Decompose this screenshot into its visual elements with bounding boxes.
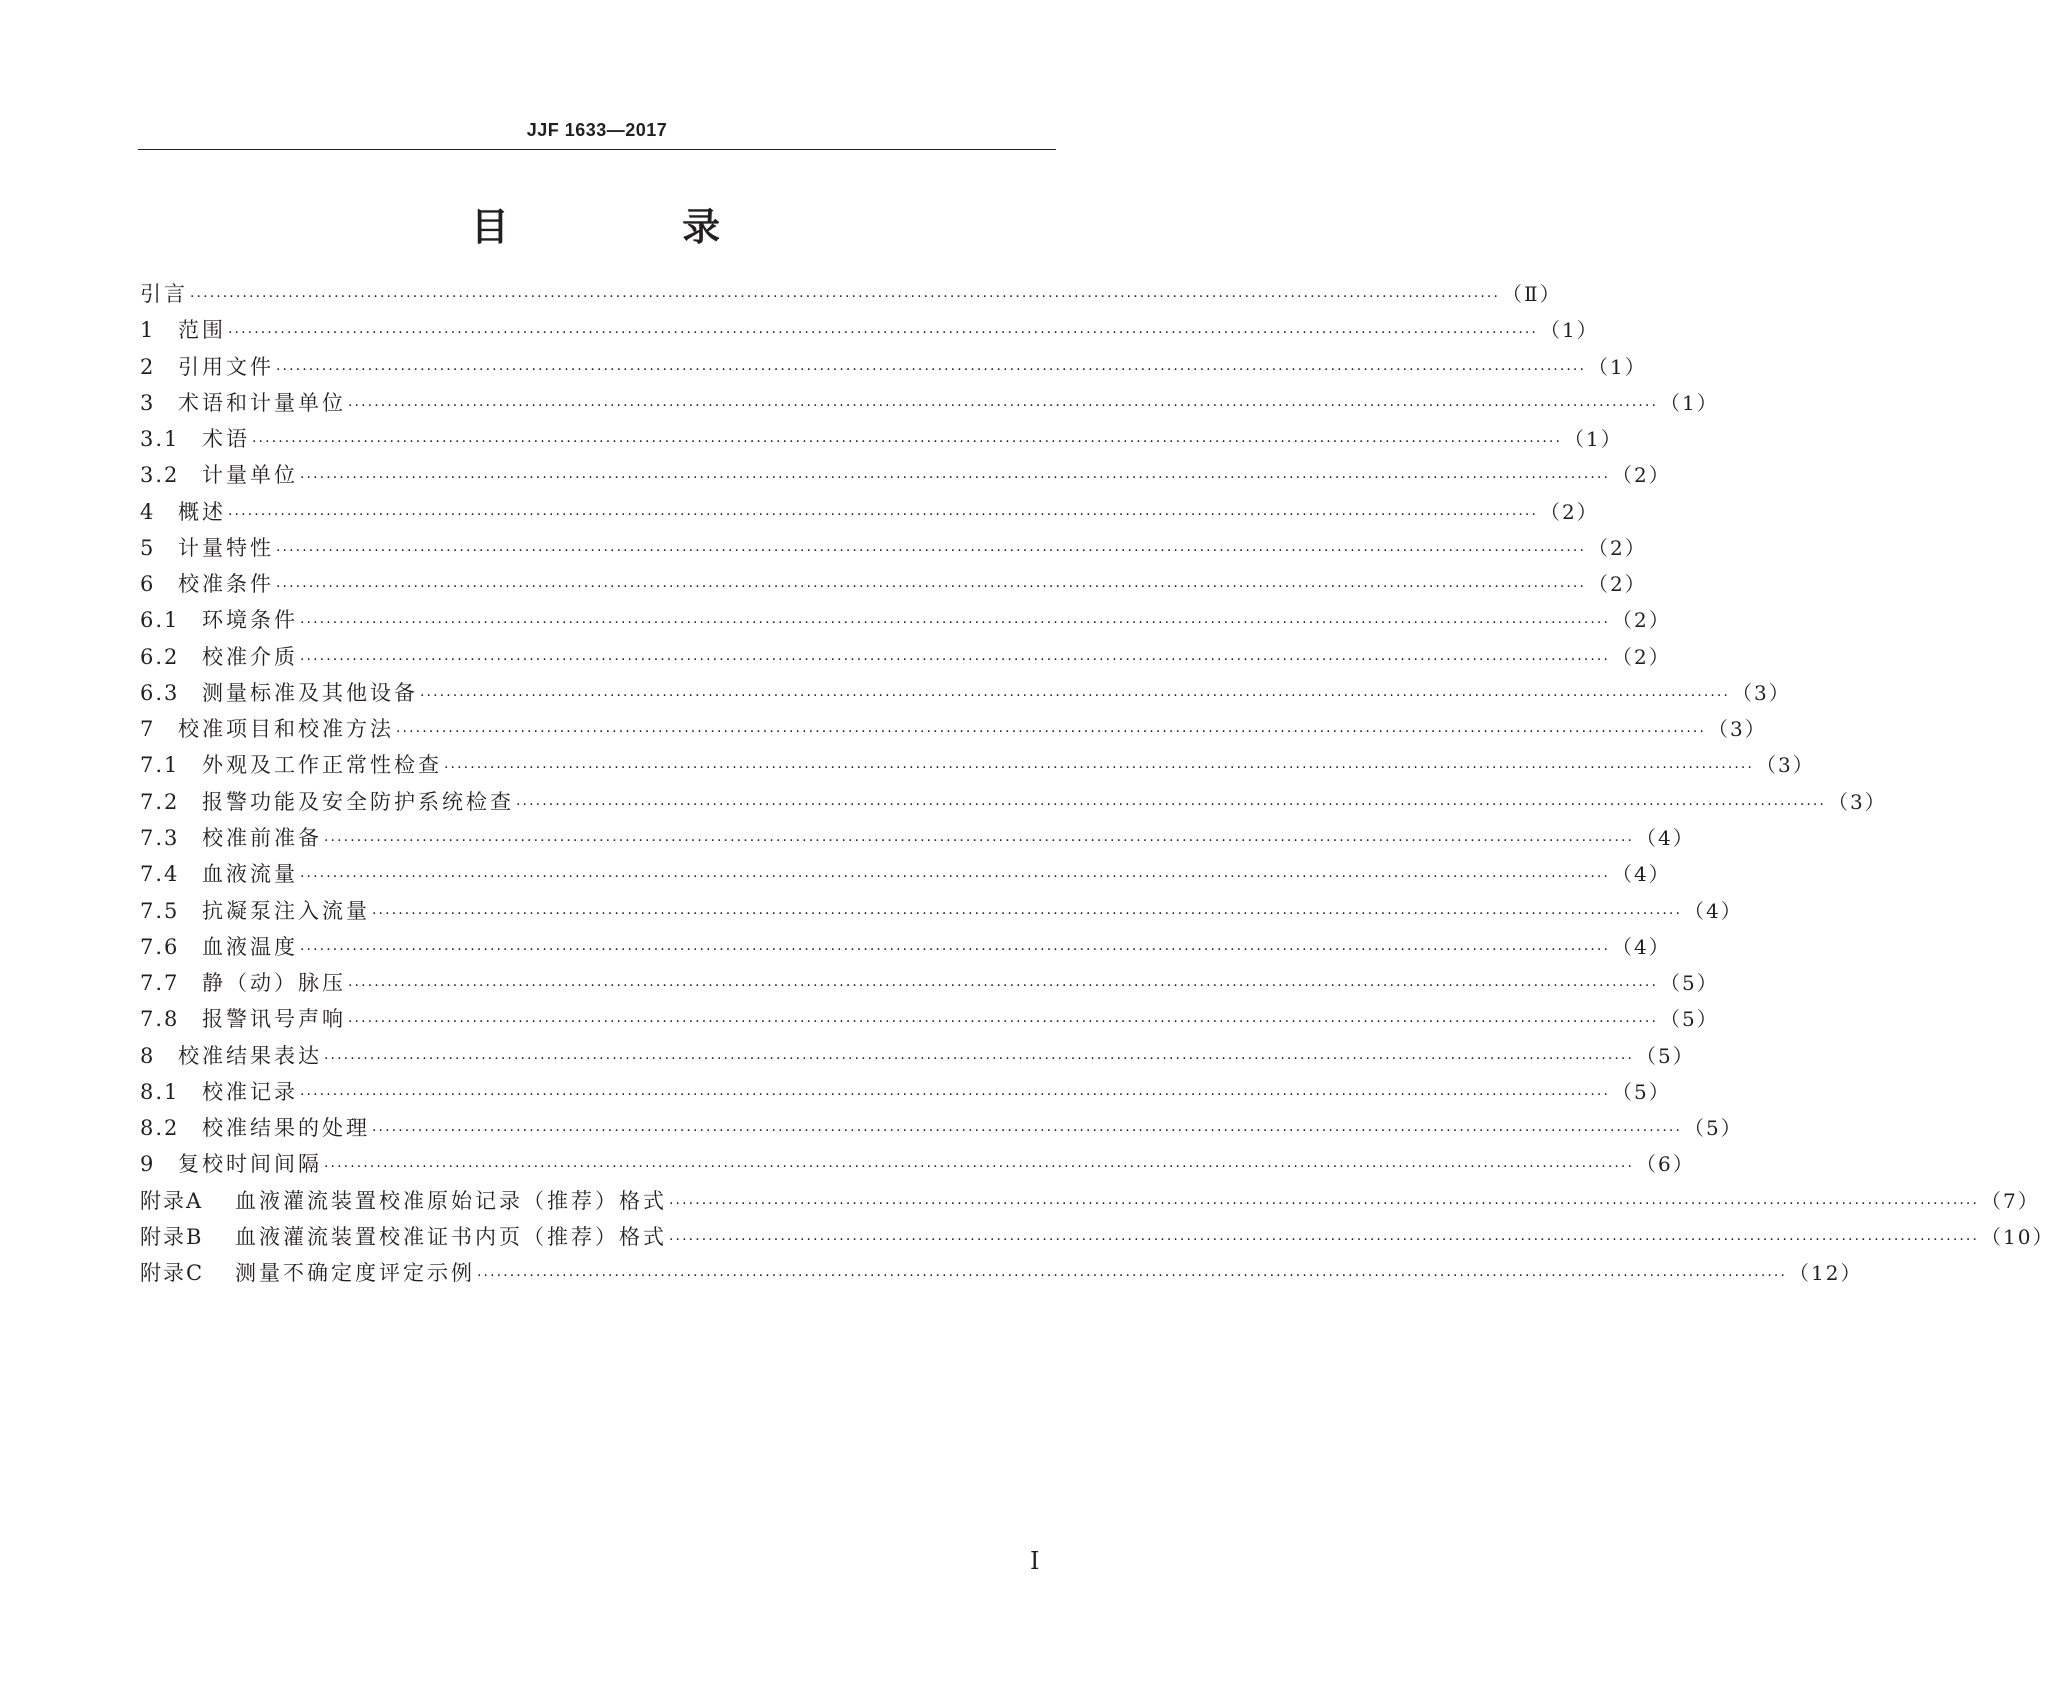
toc-entry-title: 校准条件: [178, 572, 274, 597]
toc-dot-leader: ········································································································································································································: [348, 1014, 1659, 1031]
toc-entry-page: （3）: [1732, 680, 1791, 705]
toc-entry-number: 7.4: [140, 862, 180, 887]
toc-entry-number: 附录B: [140, 1224, 204, 1249]
toc-entry: [140, 312, 1599, 348]
toc-entry-number: 7.8: [140, 1007, 180, 1032]
toc-dot-leader: ········································································································································································································: [669, 1195, 1980, 1212]
toc-dot-leader: ········································································································································································································: [228, 325, 1539, 342]
toc-entry-number: 8.2: [140, 1116, 180, 1141]
toc-entry-number: 7.1: [140, 753, 180, 778]
toc-entry-number: 8.1: [140, 1079, 180, 1104]
toc-entry-page: （2）: [1612, 608, 1671, 633]
toc-entry: [140, 494, 1599, 530]
toc-entry-title: 计量特性: [178, 535, 274, 560]
toc-entry-number: 4: [140, 499, 156, 524]
toc-entry-page: （6）: [1636, 1152, 1695, 1177]
toc-dot-leader: ········································································································································································································: [300, 615, 1611, 632]
running-header: JJF 1633—2017: [526, 120, 668, 140]
toc-entry-title: 复校时间间隔: [178, 1152, 322, 1177]
toc-entry-number: 5: [140, 535, 156, 560]
toc-entry-page: （3）: [1756, 753, 1815, 778]
toc-entry: [140, 1146, 1695, 1182]
toc-entry-number: 附录A: [140, 1188, 204, 1213]
toc-entry-title: 抗凝泵注入流量: [202, 898, 370, 923]
toc-entry-title: 引言: [140, 282, 188, 306]
toc-entry: [140, 820, 1695, 856]
toc-entry-title: 报警功能及安全防护系统检查: [202, 789, 514, 814]
toc-entry: [140, 929, 1671, 965]
toc-entry-page: （5）: [1684, 1116, 1743, 1141]
toc-dot-leader: ········································································································································································································: [252, 434, 1563, 451]
toc-entry-number: 7.6: [140, 934, 180, 959]
toc-entry-title: 计量单位: [202, 463, 298, 488]
toc-entry-title: 测量不确定度评定示例: [235, 1261, 475, 1286]
toc-entry-title: 血液流量: [202, 862, 298, 887]
toc-entry-page: （3）: [1828, 789, 1887, 814]
toc-entry: [140, 675, 1791, 711]
toc-entry-number: 7.2: [140, 789, 180, 814]
toc-entry-page: （2）: [1588, 572, 1647, 597]
toc-dot-leader: ········································································································································································································: [324, 1159, 1635, 1176]
toc-entry-title: 静（动）脉压: [202, 971, 346, 996]
toc-entry-page: （4）: [1636, 825, 1695, 850]
toc-dot-leader: ········································································································································································································: [477, 1268, 1788, 1285]
toc-entry-title: 校准结果表达: [178, 1043, 322, 1068]
toc-entry-title: 测量标准及其他设备: [202, 680, 418, 705]
toc-entry-title: 概述: [178, 499, 226, 524]
toc-dot-leader: ········································································································································································································: [324, 1050, 1635, 1067]
toc-entry-page: （1）: [1660, 390, 1719, 415]
toc-entry-page: （1）: [1564, 427, 1623, 452]
toc-entry: [140, 530, 1647, 566]
toc-entry-number: 7.5: [140, 898, 180, 923]
toc-entry: [140, 1001, 1719, 1037]
toc-dot-leader: ········································································································································································································: [228, 506, 1539, 523]
toc-entry-number: 6.3: [140, 680, 180, 705]
toc-entry-page: （1）: [1588, 354, 1647, 379]
toc-entry-number: 3.2: [140, 463, 180, 488]
toc-entry-page: （2）: [1540, 499, 1599, 524]
toc-entry: [140, 1038, 1695, 1074]
toc-entry: [140, 747, 1815, 783]
toc-dot-leader: ········································································································································································································: [300, 1086, 1611, 1103]
toc-entry-title: 术语和计量单位: [178, 390, 346, 415]
page-title: 目 录: [470, 205, 801, 249]
toc-dot-leader: ········································································································································································································: [324, 832, 1635, 849]
toc-dot-leader: ········································································································································································································: [396, 724, 1707, 741]
toc-entry: [140, 965, 1719, 1001]
toc-entry: [140, 421, 1623, 457]
toc-entry-title: 术语: [202, 427, 250, 452]
toc-entry-page: （4）: [1612, 934, 1671, 959]
toc-entry-page: （5）: [1660, 971, 1719, 996]
toc-entry-title: 血液灌流装置校准原始记录（推荐）格式: [235, 1188, 667, 1213]
toc-dot-leader: ········································································································································································································: [444, 760, 1755, 777]
toc-entry: [140, 1255, 1863, 1291]
toc-entry-number: 6.2: [140, 644, 180, 669]
toc-entry: [140, 602, 1671, 638]
toc-entry-title: 血液灌流装置校准证书内页（推荐）格式: [235, 1224, 667, 1249]
toc-entry-number: 7.3: [140, 825, 180, 850]
toc-entry-page: （3）: [1708, 717, 1767, 742]
toc-entry-title: 报警讯号声响: [202, 1007, 346, 1032]
toc-dot-leader: ········································································································································································································: [300, 941, 1611, 958]
toc-dot-leader: ········································································································································································································: [372, 905, 1683, 922]
toc-entry-number: 7: [140, 717, 156, 742]
toc-entry-number: 8: [140, 1043, 156, 1068]
toc-entry-page: （Ⅱ）: [1502, 282, 1562, 306]
toc-entry-page: （5）: [1636, 1043, 1695, 1068]
toc-entry: [140, 1110, 1743, 1146]
toc-entry-title: 引用文件: [178, 354, 274, 379]
toc-entry: [140, 276, 1562, 312]
toc-dot-leader: ········································································································································································································: [276, 542, 1587, 559]
toc-dot-leader: ········································································································································································································: [190, 289, 1501, 305]
toc-entry-number: 6: [140, 572, 156, 597]
toc-entry-title: 校准结果的处理: [202, 1116, 370, 1141]
toc-entry-number: 9: [140, 1152, 156, 1177]
toc-entry-number: 3.1: [140, 427, 180, 452]
toc-entry-title: 校准项目和校准方法: [178, 717, 394, 742]
toc-entry-page: （2）: [1612, 463, 1671, 488]
toc-dot-leader: ········································································································································································································: [300, 651, 1611, 668]
toc-entry: [140, 1219, 2055, 1255]
toc-entry-page: （5）: [1660, 1007, 1719, 1032]
toc-entry-number: 3: [140, 390, 156, 415]
toc-entry-page: （10）: [1981, 1224, 2055, 1249]
toc-entry-number: 附录C: [140, 1261, 205, 1286]
toc-entry: [140, 457, 1671, 493]
toc-dot-leader: ········································································································································································································: [516, 796, 1827, 813]
toc-entry: [140, 893, 1743, 929]
toc-entry: [140, 856, 1671, 892]
toc-entry-page: （4）: [1612, 862, 1671, 887]
toc-dot-leader: ········································································································································································································: [372, 1123, 1683, 1140]
toc-entry-title: 校准介质: [202, 644, 298, 669]
toc-dot-leader: ········································································································································································································: [348, 397, 1659, 414]
toc-entry: [140, 566, 1647, 602]
toc-entry: [140, 349, 1647, 385]
toc-entry-page: （4）: [1684, 898, 1743, 923]
toc-entry: [140, 711, 1767, 747]
toc-entry-title: 校准记录: [202, 1079, 298, 1104]
toc-entry-page: （2）: [1588, 535, 1647, 560]
toc-entry: [140, 1183, 2040, 1219]
toc-entry-title: 血液温度: [202, 934, 298, 959]
toc-dot-leader: ········································································································································································································: [300, 869, 1611, 886]
toc-entry-page: （2）: [1612, 644, 1671, 669]
toc-entry-number: 1: [140, 318, 156, 343]
toc-dot-leader: ········································································································································································································: [420, 687, 1731, 704]
toc-dot-leader: ········································································································································································································: [300, 470, 1611, 487]
toc-entry-page: （7）: [1981, 1188, 2040, 1213]
toc-dot-leader: ········································································································································································································: [276, 361, 1587, 378]
toc-entry-page: （12）: [1789, 1261, 1863, 1286]
toc-entry-number: 7.7: [140, 971, 180, 996]
toc-entry-title: 范围: [178, 318, 226, 343]
toc-entry: [140, 784, 1887, 820]
toc-dot-leader: ········································································································································································································: [348, 978, 1659, 995]
toc-entry-page: （1）: [1540, 318, 1599, 343]
toc-entry-number: 2: [140, 354, 156, 379]
toc-entry-title: 环境条件: [202, 608, 298, 633]
toc-entry-title: 校准前准备: [202, 825, 322, 850]
page-number: Ⅰ: [1030, 1549, 1040, 1575]
toc-dot-leader: ········································································································································································································: [669, 1231, 1980, 1248]
toc-entry-page: （5）: [1612, 1079, 1671, 1104]
toc-entry-number: 6.1: [140, 608, 180, 633]
toc-entry: [140, 385, 1719, 421]
toc-entry-title: 外观及工作正常性检查: [202, 753, 442, 778]
toc-entry: [140, 1074, 1671, 1110]
toc-dot-leader: ········································································································································································································: [276, 579, 1587, 596]
toc-entry: [140, 639, 1671, 675]
table-of-contents: [140, 276, 2055, 1291]
header-rule: [138, 149, 1056, 150]
